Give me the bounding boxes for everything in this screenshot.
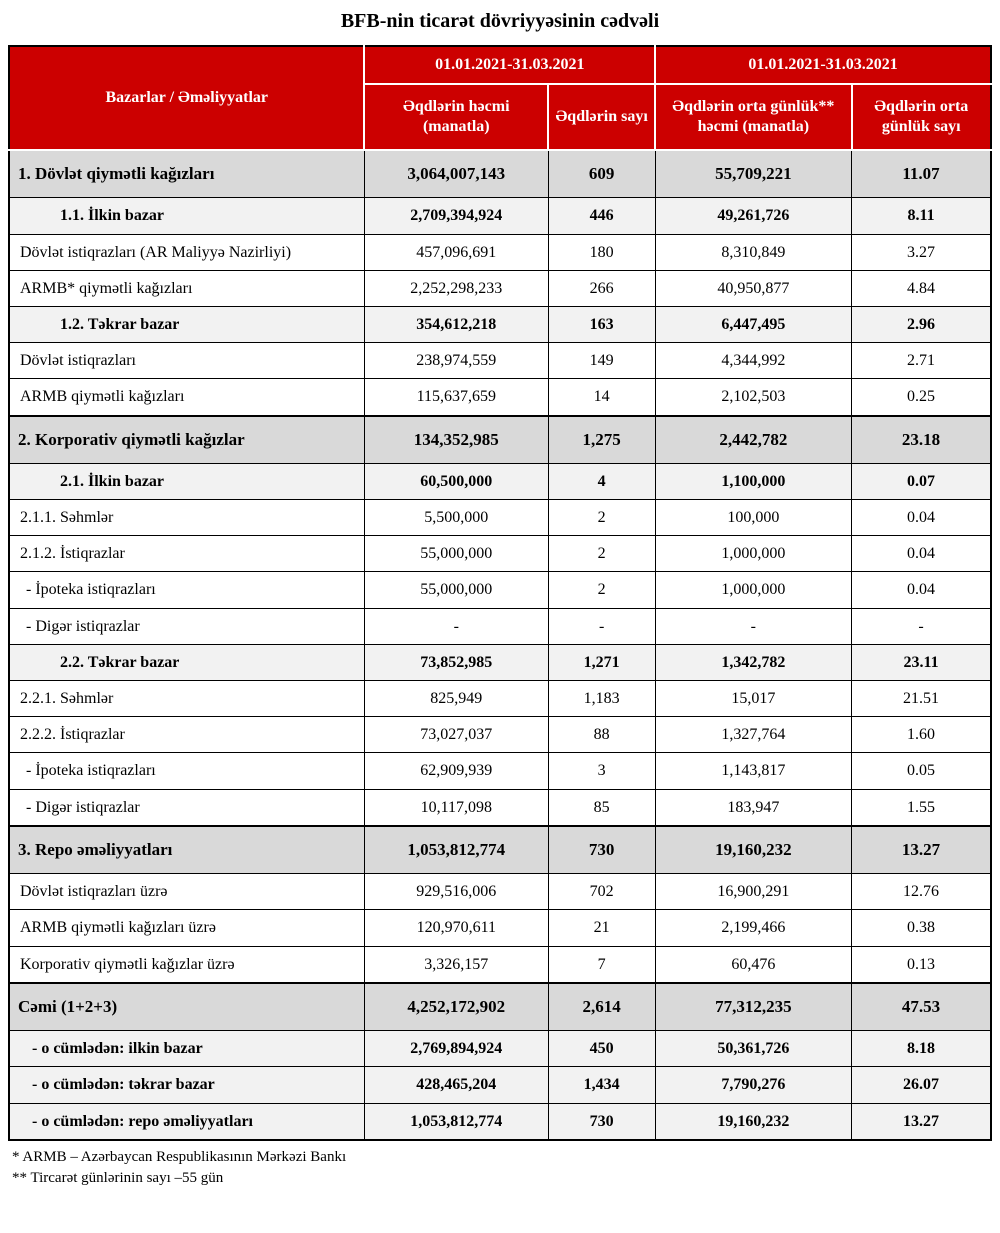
cell-value: 1,053,812,774 [364,826,548,874]
cell-value: 11.07 [852,150,991,198]
cell-value: 0.07 [852,463,991,499]
table-row [9,608,991,644]
cell-value: 73,852,985 [364,644,548,680]
table-row [9,343,991,379]
cell-value: 2,252,298,233 [364,270,548,306]
row-label: 3. Repo əməliyyatları [9,826,364,874]
cell-value: 1,000,000 [655,572,851,608]
row-label: Dövlət istiqrazları [9,343,364,379]
table-row [9,150,991,198]
cell-value: 428,465,204 [364,1067,548,1103]
table-row [9,789,991,826]
row-label: 2.1.2. İstiqrazlar [9,536,364,572]
table-row [9,1103,991,1140]
cell-value: 2.96 [852,306,991,342]
cell-value: 21 [548,910,655,946]
table-row [9,753,991,789]
table-row [9,379,991,416]
column-header-deal-count: Əqdlərin sayı [548,84,655,150]
table-row [9,826,991,874]
cell-value: 457,096,691 [364,234,548,270]
cell-value: 120,970,611 [364,910,548,946]
cell-value: 609 [548,150,655,198]
trade-turnover-table [8,45,992,1141]
cell-value: 1.55 [852,789,991,826]
cell-value: 77,312,235 [655,983,851,1031]
cell-value: 1,000,000 [655,536,851,572]
cell-value: 134,352,985 [364,416,548,464]
cell-value: 8.11 [852,198,991,234]
row-label: 2.1.1. Səhmlər [9,500,364,536]
cell-value: 0.13 [852,946,991,983]
cell-value: 4,344,992 [655,343,851,379]
cell-value: - [548,608,655,644]
cell-value: 60,476 [655,946,851,983]
table-row [9,983,991,1031]
period-header-right: 01.01.2021-31.03.2021 [655,46,991,84]
row-label: ARMB qiymətli kağızları [9,379,364,416]
cell-value: 4.84 [852,270,991,306]
cell-value: 2 [548,572,655,608]
row-label: - Digər istiqrazlar [9,608,364,644]
cell-value: 1,100,000 [655,463,851,499]
cell-value: 12.76 [852,874,991,910]
table-row [9,874,991,910]
cell-value: 8.18 [852,1031,991,1067]
footnote-trade-days: ** Tircarət günlərinin sayı –55 gün [12,1170,224,1187]
cell-value: 2,199,466 [655,910,851,946]
cell-value: 13.27 [852,1103,991,1140]
cell-value: 183,947 [655,789,851,826]
cell-value: 73,027,037 [364,717,548,753]
footnotes [8,1147,992,1191]
cell-value: 5,500,000 [364,500,548,536]
cell-value: 6,447,495 [655,306,851,342]
cell-value: 1,143,817 [655,753,851,789]
table-row [9,270,991,306]
cell-value: 2,709,394,924 [364,198,548,234]
cell-value: 2 [548,500,655,536]
row-label: - o cümlədən: ilkin bazar [9,1031,364,1067]
cell-value: 0.04 [852,536,991,572]
cell-value: 730 [548,1103,655,1140]
cell-value: 3,064,007,143 [364,150,548,198]
table-row [9,198,991,234]
row-label: 1.1. İlkin bazar [9,198,364,234]
cell-value: 15,017 [655,681,851,717]
cell-value: 8,310,849 [655,234,851,270]
cell-value: 2,442,782 [655,416,851,464]
cell-value: 1,271 [548,644,655,680]
table-row [9,910,991,946]
cell-value: 26.07 [852,1067,991,1103]
table-row [9,416,991,464]
cell-value: 0.25 [852,379,991,416]
cell-value: 13.27 [852,826,991,874]
cell-value: 0.04 [852,500,991,536]
cell-value: - [655,608,851,644]
cell-value: 1,275 [548,416,655,464]
column-header-deal-volume: Əqdlərin həcmi (manatla) [364,84,548,150]
cell-value: 40,950,877 [655,270,851,306]
row-label: Cəmi (1+2+3) [9,983,364,1031]
table-row [9,946,991,983]
cell-value: 49,261,726 [655,198,851,234]
cell-value: 1.60 [852,717,991,753]
cell-value: 55,000,000 [364,536,548,572]
cell-value: 1,342,782 [655,644,851,680]
cell-value: 3 [548,753,655,789]
table-row [9,1031,991,1067]
table-row [9,500,991,536]
cell-value: 100,000 [655,500,851,536]
cell-value: 1,183 [548,681,655,717]
cell-value: 85 [548,789,655,826]
table-row [9,234,991,270]
cell-value: 1,053,812,774 [364,1103,548,1140]
footnote-armb: * ARMB – Azərbaycan Respublikasının Mərkəzi Bankı [12,1148,347,1165]
row-label: ARMB* qiymətli kağızları [9,270,364,306]
cell-value: 446 [548,198,655,234]
cell-value: 55,000,000 [364,572,548,608]
column-header-daily-volume: Əqdlərin orta günlük** həcmi (manatla) [655,84,851,150]
row-label: - İpoteka istiqrazları [9,572,364,608]
cell-value: 19,160,232 [655,1103,851,1140]
table-row [9,306,991,342]
column-header-daily-count: Əqdlərin orta günlük sayı [852,84,991,150]
cell-value: 23.11 [852,644,991,680]
table-row [9,644,991,680]
cell-value: 115,637,659 [364,379,548,416]
cell-value: 7,790,276 [655,1067,851,1103]
cell-value: 62,909,939 [364,753,548,789]
row-label: 2. Korporativ qiymətli kağızlar [9,416,364,464]
table-row [9,536,991,572]
row-label: 1. Dövlət qiymətli kağızları [9,150,364,198]
cell-value: 10,117,098 [364,789,548,826]
cell-value: 47.53 [852,983,991,1031]
cell-value: 55,709,221 [655,150,851,198]
cell-value: 16,900,291 [655,874,851,910]
cell-value: 266 [548,270,655,306]
cell-value: 4 [548,463,655,499]
row-label: ARMB qiymətli kağızları üzrə [9,910,364,946]
table-row [9,572,991,608]
cell-value: 19,160,232 [655,826,851,874]
cell-value: - [852,608,991,644]
page-title: BFB-nin ticarət dövriyyəsinin cədvəli [340,10,660,32]
row-label: 2.2. Təkrar bazar [9,644,364,680]
cell-value: 21.51 [852,681,991,717]
cell-value: 2,102,503 [655,379,851,416]
table-header [9,46,991,150]
cell-value: 450 [548,1031,655,1067]
row-label: 2.1. İlkin bazar [9,463,364,499]
cell-value: 88 [548,717,655,753]
table-row [9,1067,991,1103]
column-header-markets-operations: Bazarlar / Əməliyyatlar [9,46,364,150]
row-label: - o cümlədən: repo əməliyyatları [9,1103,364,1140]
cell-value: 0.05 [852,753,991,789]
cell-value: 1,327,764 [655,717,851,753]
cell-value: 238,974,559 [364,343,548,379]
row-label: - Digər istiqrazlar [9,789,364,826]
row-label: - o cümlədən: təkrar bazar [9,1067,364,1103]
cell-value: 50,361,726 [655,1031,851,1067]
cell-value: 60,500,000 [364,463,548,499]
cell-value: 929,516,006 [364,874,548,910]
cell-value: 4,252,172,902 [364,983,548,1031]
table-body [9,150,991,1140]
cell-value: - [364,608,548,644]
row-label: 1.2. Təkrar bazar [9,306,364,342]
cell-value: 354,612,218 [364,306,548,342]
cell-value: 730 [548,826,655,874]
cell-value: 3.27 [852,234,991,270]
row-label: - İpoteka istiqrazları [9,753,364,789]
cell-value: 163 [548,306,655,342]
cell-value: 825,949 [364,681,548,717]
row-label: 2.2.1. Səhmlər [9,681,364,717]
cell-value: 14 [548,379,655,416]
cell-value: 7 [548,946,655,983]
cell-value: 3,326,157 [364,946,548,983]
cell-value: 2.71 [852,343,991,379]
table-row [9,717,991,753]
cell-value: 2,614 [548,983,655,1031]
cell-value: 180 [548,234,655,270]
cell-value: 2,769,894,924 [364,1031,548,1067]
table-row [9,463,991,499]
cell-value: 23.18 [852,416,991,464]
cell-value: 0.04 [852,572,991,608]
row-label: 2.2.2. İstiqrazlar [9,717,364,753]
cell-value: 1,434 [548,1067,655,1103]
cell-value: 0.38 [852,910,991,946]
cell-value: 2 [548,536,655,572]
period-header-left: 01.01.2021-31.03.2021 [364,46,655,84]
cell-value: 149 [548,343,655,379]
row-label: Dövlət istiqrazları (AR Maliyyə Nazirliyi) [9,234,364,270]
table-row [9,681,991,717]
header-row-period [9,46,991,84]
row-label: Korporativ qiymətli kağızlar üzrə [9,946,364,983]
cell-value: 702 [548,874,655,910]
row-label: Dövlət istiqrazları üzrə [9,874,364,910]
